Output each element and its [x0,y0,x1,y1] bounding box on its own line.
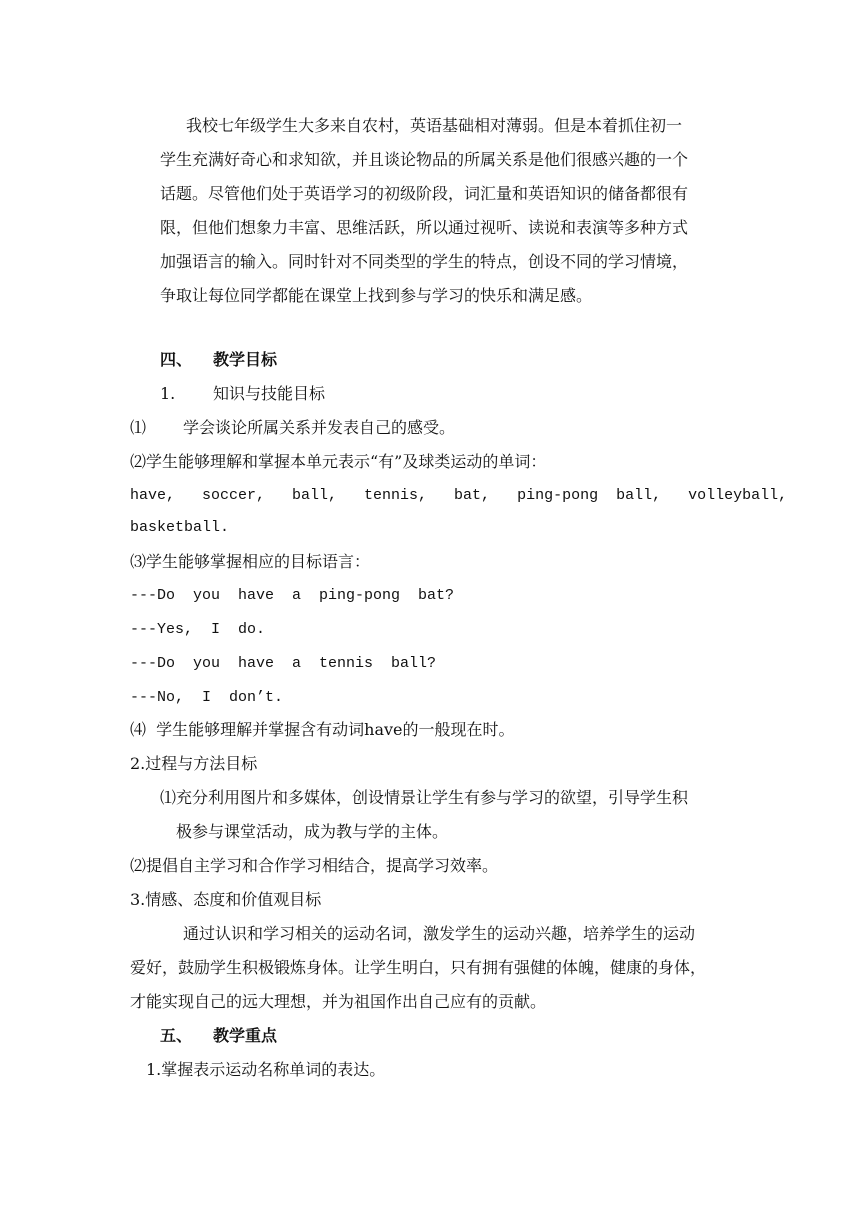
intro-line-2: 学生充满好奇心和求知欲，并且谈论物品的所属关系是他们很感兴趣的一个 [160,150,689,169]
vocab-line-2: basketball. [130,519,230,536]
vocab-line-1: have, soccer, ball, tennis, bat, ping-pong ball, volleyball, [130,487,788,504]
subsection-3-title: 3.情感、态度和价值观目标 [130,890,322,909]
subsection-1-title: 知识与技能目标 [213,384,326,403]
process-item-2: ⑵提倡自主学习和合作学习相结合，提高学习效率。 [130,856,499,875]
section-5-number: 五、 [160,1026,193,1045]
section-4-title: 教学目标 [213,350,278,369]
process-item-1-line-1: ⑴充分利用图片和多媒体，创设情景让学生有参与学习的欲望，引导学生积 [160,788,689,807]
key-point-1: 1.掌握表示运动名称单词的表达。 [146,1060,386,1079]
section-5-title: 教学重点 [213,1026,278,1045]
process-item-1-line-2: 极参与课堂活动，成为教与学的主体。 [176,822,449,841]
dialog-line-3: ---Do you have a tennis ball? [130,655,437,672]
intro-line-6: 争取让每位同学都能在课堂上找到参与学习的快乐和满足感。 [160,286,593,305]
section-4-number: 四、 [160,350,193,369]
item-2-text: ⑵学生能够理解和掌握本单元表示“有”及球类运动的单词： [130,452,547,471]
dialog-line-4: ---No, I don’t. [130,689,284,706]
dialog-line-2: ---Yes, I do. [130,621,266,638]
item-1-text: 学会谈论所属关系并发表自己的感受。 [183,418,456,437]
intro-line-1: 我校七年级学生大多来自农村，英语基础相对薄弱。但是本着抓住初一 [186,116,683,135]
dialog-line-1: ---Do you have a ping-pong bat? [130,587,455,604]
item-3-text: ⑶学生能够掌握相应的目标语言： [130,552,371,571]
item-1-marker: ⑴ [130,418,147,437]
values-line-3: 才能实现自己的远大理想，并为祖国作出自己应有的贡献。 [130,992,547,1011]
subsection-2-title: 2.过程与方法目标 [130,754,258,773]
values-line-2: 爱好，鼓励学生积极锻炼身体。让学生明白，只有拥有强健的体魄，健康的身体， [130,958,707,977]
intro-line-5: 加强语言的输入。同时针对不同类型的学生的特点，创设不同的学习情境， [160,252,689,271]
item-4-text: ⑷ 学生能够理解并掌握含有动词have的一般现在时。 [130,720,515,739]
values-line-1: 通过认识和学习相关的运动名词，激发学生的运动兴趣，培养学生的运动 [183,924,696,943]
intro-line-3: 话题。尽管他们处于英语学习的初级阶段，词汇量和英语知识的储备都很有 [160,184,689,203]
intro-line-4: 限，但他们想象力丰富、思维活跃，所以通过视听、读说和表演等多种方式 [160,218,689,237]
subsection-1-number: 1. [160,384,176,403]
